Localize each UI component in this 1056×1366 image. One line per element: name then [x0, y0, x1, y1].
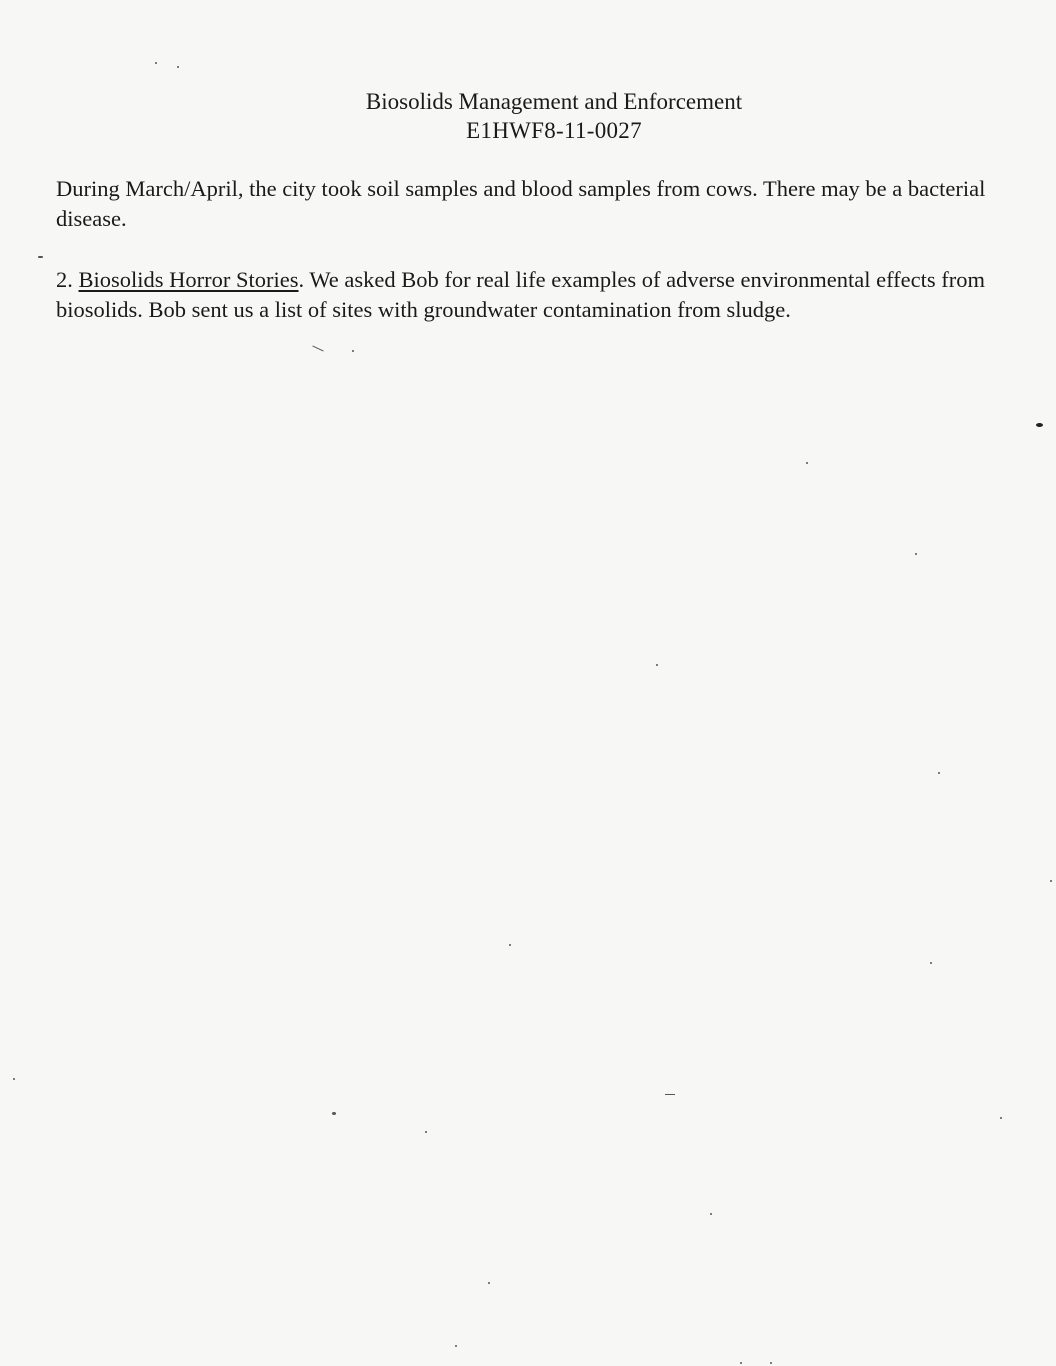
scan-speck: [13, 1078, 15, 1080]
scan-speck: [806, 462, 808, 464]
scan-speck: [177, 66, 179, 68]
scan-speck: [312, 346, 323, 352]
scan-speck: [488, 1282, 490, 1284]
item-heading-suffix: .: [298, 267, 305, 292]
scan-speck: [915, 553, 917, 555]
paragraph-horror-stories: [56, 265, 1031, 325]
scan-speck: [770, 1362, 772, 1364]
scan-speck: [665, 1094, 675, 1095]
scan-speck: [38, 256, 43, 258]
paragraph-soil-samples: During March/April, the city took soil samples and blood samples from cows. There may be a bacterial disease.: [56, 176, 986, 231]
scan-speck: [509, 944, 511, 946]
scan-speck: [455, 1345, 457, 1347]
scan-speck: [938, 772, 940, 774]
scan-speck: [425, 1131, 427, 1133]
scan-speck: [710, 1213, 712, 1215]
document-title: Biosolids Management and Enforcement: [365, 89, 743, 114]
scan-speck: [332, 1112, 336, 1115]
scan-speck: [352, 350, 354, 352]
scan-speck: [656, 664, 658, 666]
scan-speck: [740, 1362, 742, 1364]
scan-speck: [1050, 880, 1052, 882]
scan-speck: [155, 62, 157, 64]
document-code: E1HWF8-11-0027: [466, 118, 642, 143]
scan-speck: [1036, 423, 1043, 427]
scan-speck: [930, 962, 932, 964]
item-text: We asked Bob for real life examples of adverse environmental effects from biosolids. Bob sent us a list of sites with groundwater contamination from sludge.: [56, 267, 985, 322]
item-heading: Biosolids Horror Stories: [78, 267, 299, 292]
item-number: 2.: [56, 267, 79, 292]
scan-speck: [1000, 1117, 1002, 1119]
